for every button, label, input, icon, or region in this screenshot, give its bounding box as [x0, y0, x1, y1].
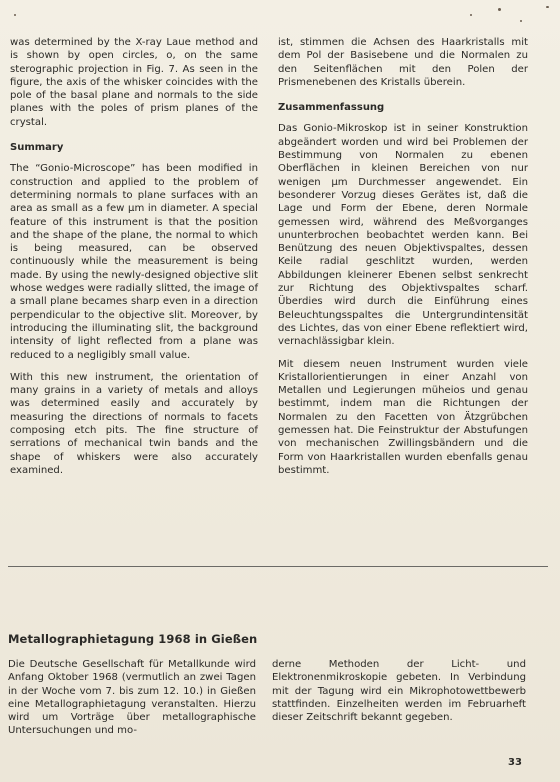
page-number: 33	[508, 757, 522, 768]
paper-speck	[470, 14, 472, 16]
announcement-column-1	[8, 658, 256, 738]
announcement-column-2	[272, 658, 526, 724]
zusammenfassung-heading: Zusammenfassung	[278, 102, 385, 114]
summary-paragraph-1: The “Gonio-Microscope” has been modified in construction and applied to the problem of determining normals to plane surfaces with an area as small as a few μm in diameter. A special feature of this instrument is that the position and the shape of the plane, the normal to which is being measured, can be observed continuously while the measurement is being made. By using the newly-designed objective slit whose wedges were radially slitted, the image of a small plane becames sharp even in a direction perpendicular to the objective slit. Moreover, by introducing the illuminating slit, the background intensity of light reflected from a plane was reduced to a negligibly small value.	[10, 163, 258, 361]
paper-speck	[14, 14, 16, 16]
paper-speck	[520, 20, 522, 22]
announcement-title: Metallographietagung 1968 in Gießen	[8, 632, 258, 646]
announcement-paragraph-1: Die Deutsche Gesellschaft für Metallkunde wird Anfang Oktober 1968 (vermutlich an zwei Tagen in der Woche vom 7. bis zum 12. 10.) in Gießen eine Metallographietagung veranstalten. Hierzu wird um Vorträge über metallographische Untersuchungen und mo-	[8, 659, 256, 737]
right-column	[278, 36, 528, 477]
announcement-paragraph-2: derne Methoden der Licht- und Elektronenmikroskopie gebeten. In Verbindung mit der Tagung wird ein Mikrophotowettbewerb stattfinden. Einzelheiten werden im Februarheft dieser Zeitschrift bekannt gegeben.	[272, 659, 526, 724]
summary-paragraph-2: With this new instrument, the orientation of many grains in a variety of metals and alloys was determined easily and accurately by measuring the directions of normals to facets composing etch pits. The fine structure of serrations of mechanical twin bands and the shape of whiskers were also accurately examined.	[10, 371, 258, 476]
summary-heading: Summary	[10, 142, 64, 154]
paper-speck	[546, 6, 549, 8]
section-divider	[8, 566, 548, 567]
right-intro-paragraph: ist, stimmen die Achsen des Haarkristalls mit dem Pol der Basisebene und die Normalen zu den Seitenflächen mit den Polen der Prismenebenen des Kristalls überein.	[278, 37, 528, 88]
zusammenfassung-paragraph-2: Mit diesem neuen Instrument wurden viele Kristallorientierungen in einer Anzahl von Metallen und Legierungen müheios und genau bestimmt, indem man die Richtungen der Normalen zu den Facetten von Ätzgrübchen gemessen hat. Die Feinstruktur der Abstufungen von mechanischen Zwillingsbändern und die Form von Haarkristallen wurden ebenfalls genau bestimmt.	[278, 358, 528, 476]
left-intro-paragraph: was determined by the X-ray Laue method and is shown by open circles, o, on the same sterographic projection in Fig. 7. As seen in the figure, the axis of the whisker coincides with the pole of the basal plane and normals to the side planes with the poles of prism planes of the crystal.	[10, 37, 258, 128]
paper-speck	[498, 8, 501, 11]
zusammenfassung-paragraph-1: Das Gonio-Mikroskop ist in seiner Konstruktion abgeändert worden und wird bei Problemen der Bestimmung von Normalen zu ebenen Oberflächen in kleinen Bereichen von nur wenigen μm Durchmesser angewendet. Ein besonderer Vorzug dieses Gerätes ist, daß die Lage und Form der Ebene, deren Normale gemessen wird, während des Meßvorganges ununterbrochen beobachtet werden kann. Bei Benützung des neuen Objektivspaltes, dessen Keile radial geschlitzt wurden, werden Abbildungen kleinerer Ebenen selbst senkrecht zur Richtung des Objektivspaltes scharf. Überdies wird durch die Einführung eines Beleuchtungsspaltes die Untergrundintensität des Lichtes, das von einer Ebene reflektiert wird, vernachlässigbar klein.	[278, 123, 528, 348]
left-column	[10, 36, 258, 477]
